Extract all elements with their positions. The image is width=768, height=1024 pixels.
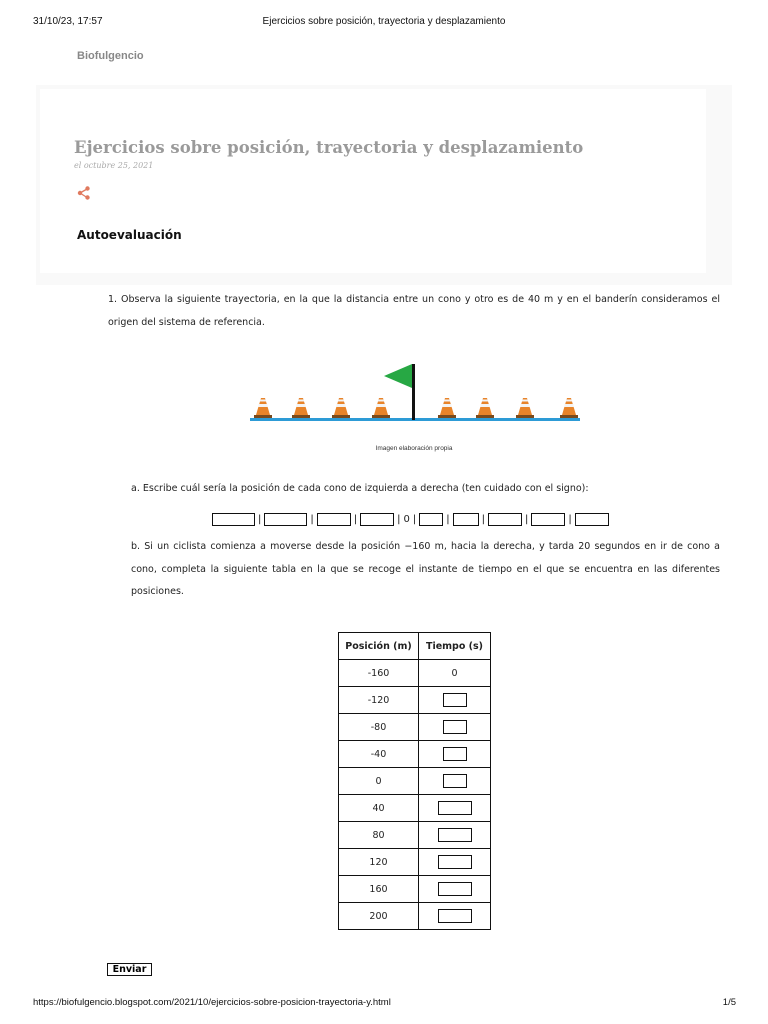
time-cell <box>419 849 491 876</box>
time-input[interactable] <box>443 720 467 734</box>
trajectory-svg <box>248 358 582 426</box>
part-a-text: a. Escribe cuál sería la posición de cada cono de izquierda a derecha (ten cuidado con el signo): <box>131 483 589 494</box>
cone-icon <box>292 398 310 418</box>
cone-icon <box>254 398 272 418</box>
print-header <box>0 16 768 30</box>
table-row <box>339 849 491 876</box>
table-row <box>339 714 491 741</box>
separator: | <box>258 513 262 525</box>
table-row <box>339 876 491 903</box>
position-cell: -120 <box>339 687 419 714</box>
position-time-table <box>338 632 491 930</box>
print-datetime: 31/10/23, 17:57 <box>33 16 103 27</box>
cone-position-input-5[interactable] <box>419 513 443 526</box>
cone-positions-row <box>212 511 609 527</box>
print-title: Ejercicios sobre posición, trayectoria y desplazamiento <box>262 16 506 27</box>
post-title[interactable]: Ejercicios sobre posición, trayectoria y desplazamiento <box>74 138 584 157</box>
position-cell: -80 <box>339 714 419 741</box>
separator: | <box>412 513 417 525</box>
flag-icon <box>384 364 412 388</box>
print-footer <box>0 997 768 1011</box>
cone-icon <box>516 398 534 418</box>
position-cell: 0 <box>339 768 419 795</box>
time-input[interactable] <box>438 801 472 815</box>
section-heading: Autoevaluación <box>77 228 182 242</box>
separator: | <box>446 513 450 525</box>
blog-name-link[interactable]: Biofulgencio <box>77 50 144 62</box>
cone-position-input-6[interactable] <box>453 513 479 526</box>
time-cell <box>419 768 491 795</box>
time-input[interactable] <box>438 882 472 896</box>
position-cell: 160 <box>339 876 419 903</box>
origin-label: 0 <box>403 513 410 525</box>
flag-pole <box>412 364 415 420</box>
time-cell: 0 <box>419 660 491 687</box>
cone-icon <box>560 398 578 418</box>
position-cell: -160 <box>339 660 419 687</box>
position-cell: 40 <box>339 795 419 822</box>
cone-position-input-9[interactable] <box>575 513 609 526</box>
cone-icon <box>476 398 494 418</box>
table-header-time: Tiempo (s) <box>419 633 491 660</box>
time-cell <box>419 822 491 849</box>
time-input[interactable] <box>443 747 467 761</box>
cone-position-input-2[interactable] <box>264 513 307 526</box>
print-page-number: 1/5 <box>722 997 736 1008</box>
trajectory-figure <box>248 358 582 426</box>
post-header-card <box>36 85 732 285</box>
position-cell: 80 <box>339 822 419 849</box>
table-row <box>339 687 491 714</box>
time-input[interactable] <box>438 855 472 869</box>
time-cell <box>419 795 491 822</box>
time-input[interactable] <box>438 909 472 923</box>
figure-caption: Imagen elaboración propia <box>375 445 453 452</box>
cone-icon <box>332 398 350 418</box>
question-1-text: 1. Observa la siguiente trayectoria, en la que la distancia entre un cono y otro es de 40 m y en el banderín consideramos el origen del sistema de referencia. <box>108 294 720 328</box>
table-row <box>339 660 491 687</box>
share-icon[interactable] <box>76 185 92 201</box>
separator: | <box>481 513 485 525</box>
time-cell <box>419 687 491 714</box>
time-cell <box>419 903 491 930</box>
time-cell <box>419 876 491 903</box>
time-input[interactable] <box>443 693 467 707</box>
table-header-position: Posición (m) <box>339 633 419 660</box>
table-row <box>339 903 491 930</box>
separator: | <box>525 513 529 525</box>
table-row <box>339 822 491 849</box>
table-row <box>339 741 491 768</box>
time-cell <box>419 741 491 768</box>
separator: | <box>568 513 572 525</box>
position-cell: 120 <box>339 849 419 876</box>
cone-position-input-3[interactable] <box>317 513 351 526</box>
submit-button[interactable]: Enviar <box>107 963 152 976</box>
cone-position-input-4[interactable] <box>360 513 394 526</box>
cone-icon <box>372 398 390 418</box>
time-input[interactable] <box>443 774 467 788</box>
print-url: https://biofulgencio.blogspot.com/2021/10/ejercicios-sobre-posicion-trayectoria-y.html <box>33 997 391 1008</box>
cone-position-input-1[interactable] <box>212 513 255 526</box>
part-b-text: b. Si un ciclista comienza a moverse desde la posición −160 m, hacia la derecha, y tarda 20 segundos en ir de cono a cono, completa la siguiente tabla en la que se recoge el instante de tiempo en el que se encuentra en las diferentes posiciones. <box>131 541 720 597</box>
separator: | <box>310 513 314 525</box>
cone-position-input-7[interactable] <box>488 513 522 526</box>
position-cell: 200 <box>339 903 419 930</box>
post-date[interactable]: el octubre 25, 2021 <box>74 161 154 170</box>
separator: | <box>353 513 358 525</box>
time-input[interactable] <box>438 828 472 842</box>
table-row <box>339 795 491 822</box>
cone-icon <box>438 398 456 418</box>
table-row <box>339 768 491 795</box>
cone-position-input-8[interactable] <box>531 513 565 526</box>
position-cell: -40 <box>339 741 419 768</box>
time-cell <box>419 714 491 741</box>
separator: | <box>397 513 401 525</box>
